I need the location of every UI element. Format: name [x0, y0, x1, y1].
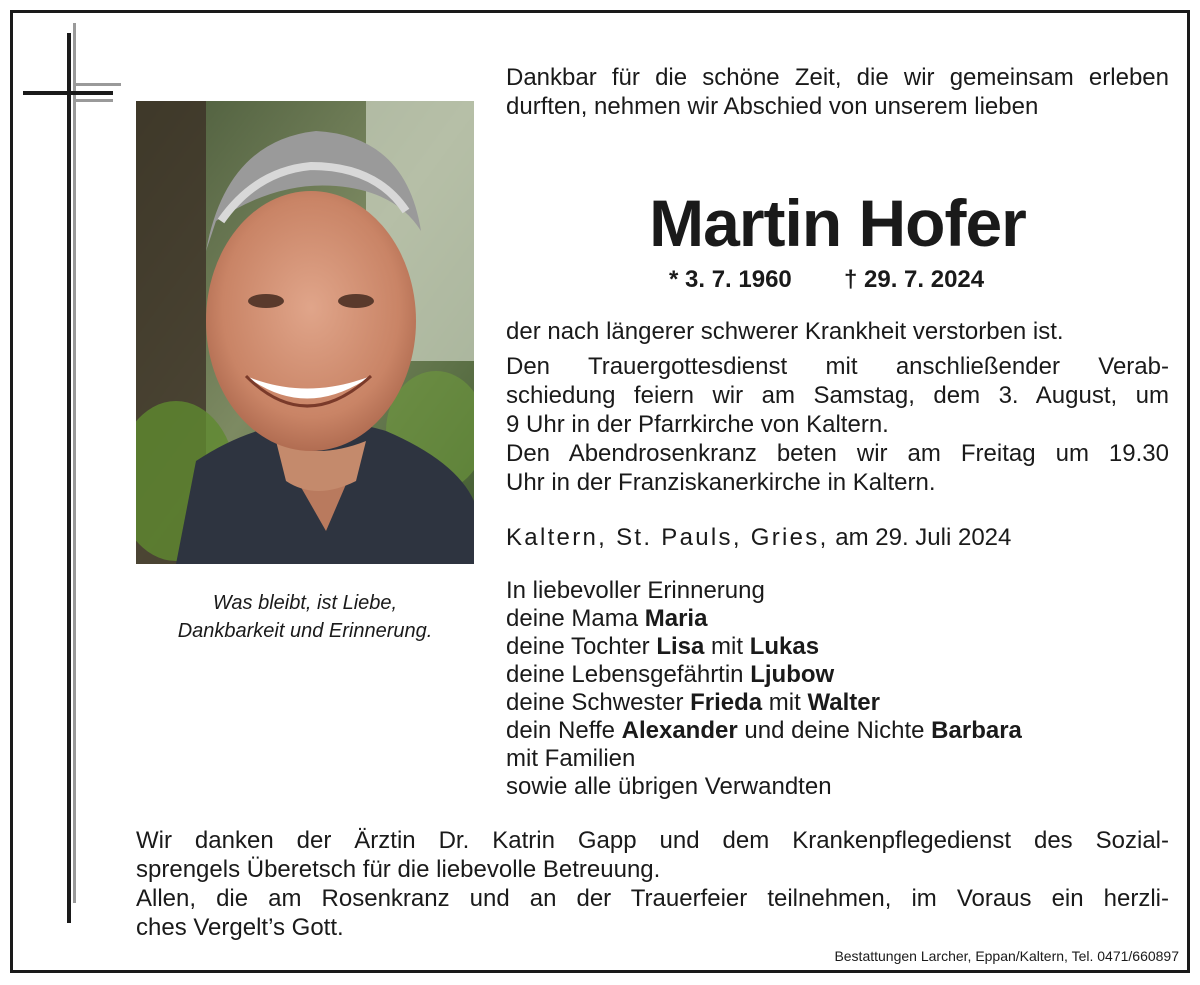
list-item: deine Tochter Lisa mit Lukas [506, 633, 820, 660]
body-line: der nach längerer schwerer Krankheit verstorben ist. [506, 318, 1064, 345]
service-details [506, 317, 1169, 497]
list-item: mit Familien [506, 745, 636, 772]
birth-date: * 3. 7. 1960 [669, 266, 792, 293]
intro-text: Dankbar für die schöne Zeit, die wir gemeinsam erleben durften, nehmen wir Abschied von unserem lieben [506, 64, 1169, 120]
portrait-photo [136, 101, 474, 564]
body-line: Uhr in der Franziskanerkirche in Kaltern. [506, 469, 936, 496]
list-item: deine Lebensgefährtin Ljubow [506, 661, 835, 688]
thanks-line: ches Vergelt’s Gott. [136, 914, 344, 941]
list-item: sowie alle übrigen Verwandten [506, 773, 832, 800]
thanks-line: Wir danken der Ärztin Dr. Katrin Gapp und dem Krankenpflegedienst des Sozial- [136, 827, 1169, 854]
body-line: schiedung feiern wir am Samstag, dem 3. August, um [506, 382, 1169, 409]
thanks-line: sprengels Überetsch für die liebevolle Betreuung. [136, 856, 661, 883]
body-line: Den Abendrosenkranz beten wir am Freitag um 19.30 [506, 440, 1169, 467]
acknowledgement-text [136, 826, 1169, 942]
notice-date: am 29. Juli 2024 [828, 524, 1012, 551]
quote-line-2: Dankbarkeit und Erinnerung. [177, 620, 433, 642]
obituary-notice [10, 10, 1190, 973]
list-item: dein Neffe Alexander und deine Nichte Barbara [506, 717, 1022, 744]
list-item: deine Schwester Frieda mit Walter [506, 689, 880, 716]
list-item: deine Mama Maria [506, 605, 708, 632]
funeral-home-credit: Bestattungen Larcher, Eppan/Kaltern, Tel. 0471/660897 [834, 948, 1179, 964]
body-line: 9 Uhr in der Pfarrkirche von Kaltern. [506, 411, 889, 438]
place-and-date [506, 523, 1169, 553]
body-line: Den Trauergottesdienst mit anschließender Verab- [506, 353, 1169, 380]
quote-line-1: Was bleibt, ist Liebe, [212, 592, 398, 614]
death-date: † 29. 7. 2024 [844, 266, 985, 293]
memorial-quote [136, 589, 474, 645]
deceased-name: Martin Hofer [649, 186, 1026, 260]
thanks-line: Allen, die am Rosenkranz und an der Trauerfeier teilnehmen, im Voraus ein herzli- [136, 885, 1169, 912]
list-item: In liebevoller Erinnerung [506, 577, 765, 604]
mourners-list [506, 577, 1169, 801]
place-names: Kaltern, St. Pauls, Gries, [506, 524, 829, 551]
